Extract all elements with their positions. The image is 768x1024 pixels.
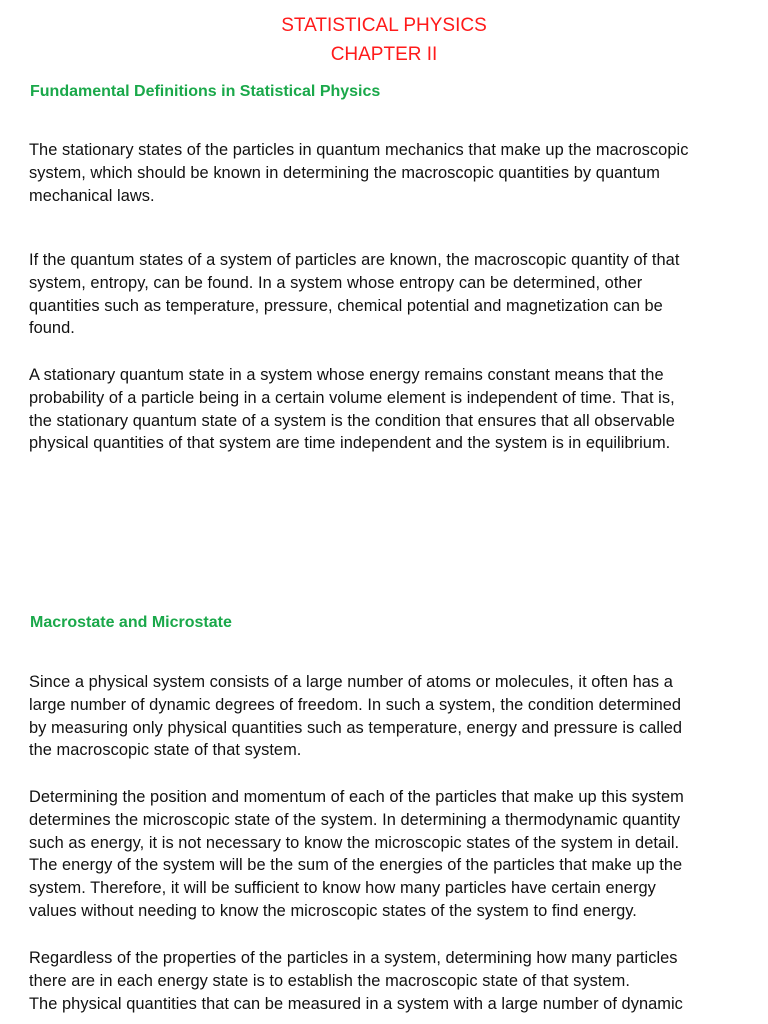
paragraph-stationary-states	[29, 139, 749, 207]
section-heading-fundamental-definitions: Fundamental Definitions in Statistical Physics	[30, 83, 381, 100]
text-line: If the quantum states of a system of particles are known, the macroscopic quantity of that	[29, 251, 680, 269]
section-heading-macrostate-microstate: Macrostate and Microstate	[30, 614, 232, 631]
text-line: The energy of the system will be the sum of the energies of the particles that make up the	[29, 856, 683, 875]
text-line: mechanical laws.	[29, 186, 155, 205]
paragraph-energy-states	[29, 947, 749, 1015]
paragraph-stationary-quantum-state	[29, 364, 749, 455]
paragraph-physical-system	[29, 671, 749, 762]
chapter-title: CHAPTER II	[330, 44, 438, 65]
text-line: physical quantities of that system are time independent and the system is in equilibrium.	[29, 434, 671, 453]
text-line: quantities such as temperature, pressure, chemical potential and magnetization can be	[29, 296, 663, 315]
text-line: system. Therefore, it will be sufficient to know how many particles have certain energy	[29, 879, 656, 898]
text-line: Regardless of the properties of the particles in a system, determining how many particles	[29, 949, 678, 967]
paragraph-position-momentum	[29, 786, 749, 923]
text-line: large number of dynamic degrees of freedom. In such a system, the condition determined	[29, 695, 682, 714]
text-line: A stationary quantum state in a system whose energy remains constant means that the	[29, 366, 664, 384]
text-line: The physical quantities that can be measured in a system with a large number of dynamic	[29, 994, 683, 1013]
text-line: The stationary states of the particles in quantum mechanics that make up the macroscopic	[29, 141, 689, 159]
text-line: the macroscopic state of that system.	[29, 741, 302, 760]
text-line: values without needing to know the microscopic states of the system to find energy.	[29, 901, 637, 920]
text-line: the stationary quantum state of a system is the condition that ensures that all observable	[29, 411, 675, 430]
paragraph-quantum-states-entropy	[29, 249, 749, 340]
text-line: Since a physical system consists of a large number of atoms or molecules, it often has a	[29, 673, 673, 691]
document-title: STATISTICAL PHYSICS	[281, 15, 487, 36]
text-line: by measuring only physical quantities such as temperature, energy and pressure is called	[29, 718, 683, 737]
text-line: found.	[29, 319, 75, 338]
text-line: Determining the position and momentum of each of the particles that make up this system	[29, 788, 684, 806]
text-line: system, which should be known in determining the macroscopic quantities by quantum	[29, 163, 660, 182]
text-line: system, entropy, can be found. In a system whose entropy can be determined, other	[29, 273, 643, 292]
text-line: determines the microscopic state of the system. In determining a thermodynamic quantity	[29, 810, 681, 829]
text-line: such as energy, it is not necessary to know the microscopic states of the system in detail.	[29, 833, 680, 852]
text-line: there are in each energy state is to establish the macroscopic state of that system.	[29, 971, 630, 990]
text-line: probability of a particle being in a certain volume element is independent of time. That is,	[29, 388, 675, 407]
